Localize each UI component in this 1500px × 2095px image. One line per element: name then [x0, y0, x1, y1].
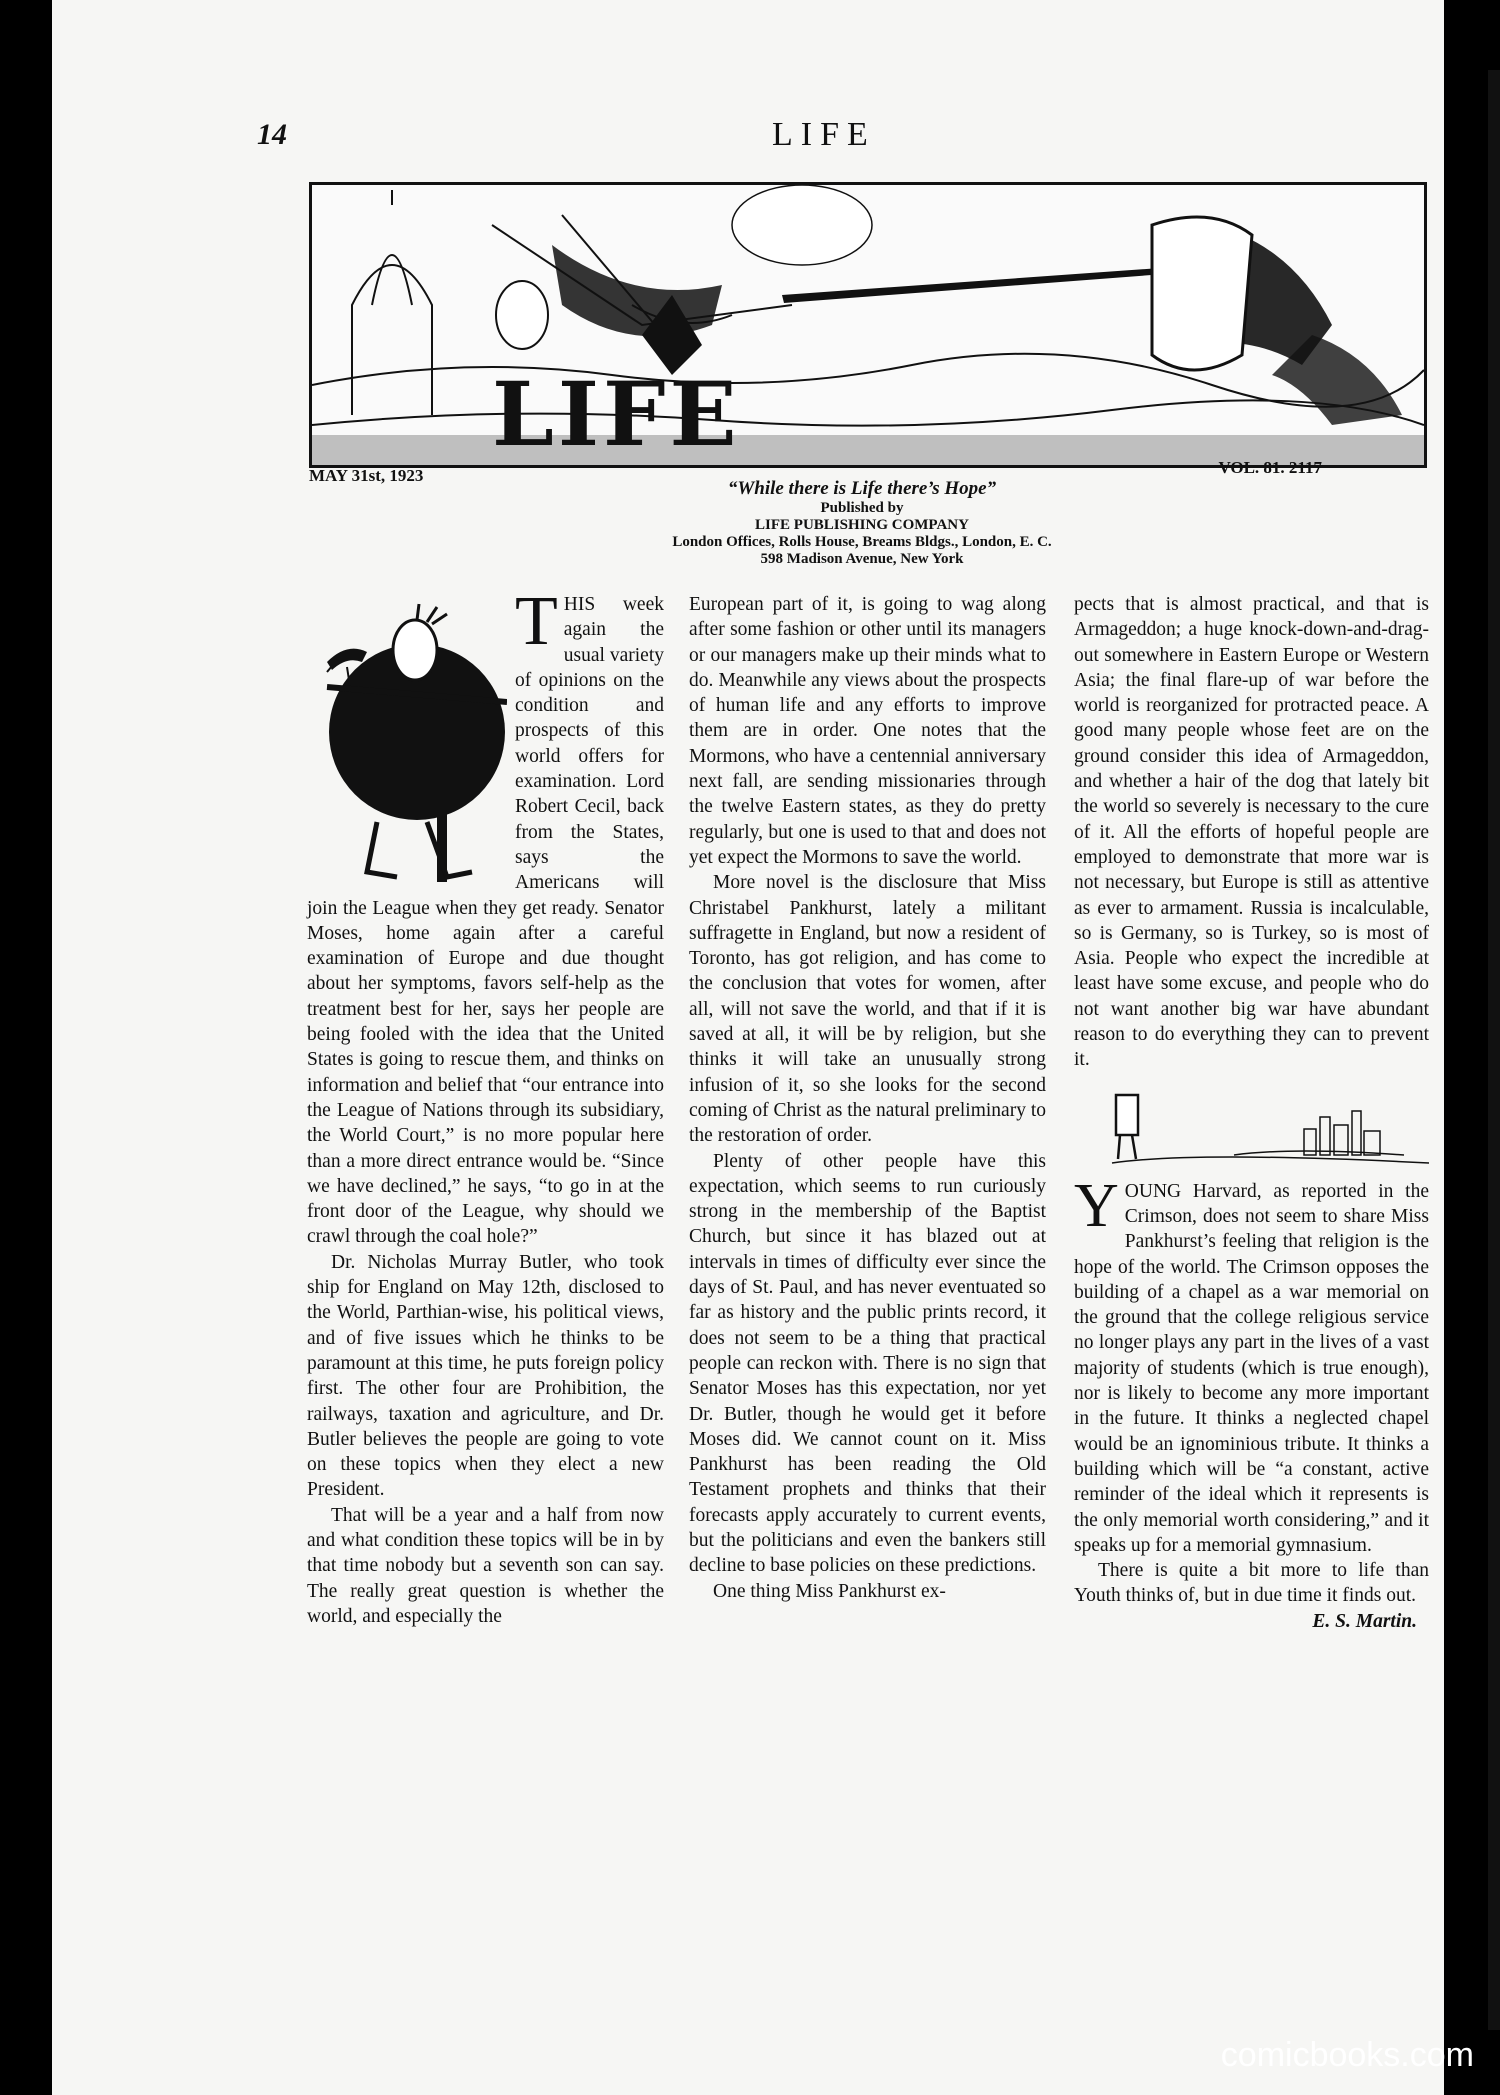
publisher-imprint: [582, 478, 1142, 568]
paragraph-european-part: European part of it, is going to wag along after some fashion or other until its managers or our managers make up their minds what to do. Meanwhile any views about the prospects of human life and any efforts to improve them are in order. One notes that the Mormons, who have a centennial anniversary next fall, are sending missionaries through the twelve Eastern states, as they do pretty regularly, but one is used to that and does not yet expect the Mormons to save the world.: [689, 594, 1046, 868]
page-edge-shadow: [1488, 70, 1500, 2030]
published-by: Published by: [820, 500, 904, 516]
paragraph-text: HIS week again the usual variety of opinions on the condition and prospects of this world offers for examination. Lord Robert Cecil, back from the States, says the Americans will join the League when they get ready. Senator Moses, home again after a careful examination of Europe and due thought about her symptoms, favors self-help as the treatment best for her, says her people are being fooled with the idea that the United States is going to rescue them, and thinks on information and belief that “our entrance into the League of Nations through its subsidiary, the World Court,” is no more popular here than a more direct entrance would be. “Since we have declined,” he says, “to go in at the front door of the League, why should we crawl through the coal hole?”: [307, 594, 664, 1248]
paragraph-expectation: Plenty of other people have this expectation, which seems to run curiously strong in the membership of the Baptist Church, but since it has blazed out at intervals in times of difficulty ever since the days of St. Paul, and has never eventuated so far as history and the public prints record, it does not seem to be a thing that practical people can reckon with. There is no sign that Senator Moses has this expectation, nor yet Dr. Butler, though he would get it before Moses did. We cannot count on it. Miss Pankhurst has been reading the Old Testament prophets and thinks that their forecasts apply accurately to current events, but the politicians and even the bankers still decline to base policies on these predictions.: [689, 1150, 1046, 1577]
city-vignette-drawing: [1074, 1081, 1429, 1173]
article-column-3: [1074, 592, 1429, 1634]
magazine-page: [52, 0, 1444, 2095]
article-column-2: [689, 592, 1046, 1604]
scarecrow-drawing: [307, 592, 507, 892]
motto: “While there is Life there’s Hope”: [727, 478, 997, 499]
paragraph-year-and-half: That will be a year and a half from now and what condition these topics will be in by that time nobody but a seventh son can say. The really great question is whether the world, and especially the: [307, 1504, 664, 1627]
masthead-drawing: [312, 185, 1424, 465]
city-vignette: [1074, 1081, 1429, 1173]
paragraph-pankhurst: More novel is the disclosure that Miss Christabel Pankhurst, lately a militant suffragette in England, but now a resident of Toronto, has got religion, and has come to the conclusion that votes for women, after all, will not save the world, and that if it is saved at all, it will be by religion, but she thinks it will take an unusually strong infusion of it, so she looks for the second coming of Christ as the natural preliminary to the restoration of order.: [689, 872, 1046, 1147]
running-title: LIFE: [772, 116, 876, 153]
paragraph-armageddon: pects that is almost practical, and that is Armageddon; a huge knock-down-and-drag-out somewhere in Eastern Europe or Western Asia; the final flare-up of war before the world is reorganized for protracted peace. A good many people whose feet are on the ground consider this idea of Armageddon, and whether a hair of the dog that lately bit the world so severely is necessary to the cure of it. All the efforts of hopeful people are employed to demonstrate that more war is not necessary, but Europe is still as attentive as ever to armament. Russia is incalculable, so is Germany, so is Turkey, so is most of Asia. People who expect the incredible at least have some excuse, and people who do not want another big war have abundant reason to do everything they can to prevent it.: [1074, 594, 1429, 1071]
paragraph-butler: Dr. Nicholas Murray Butler, who took ship for England on May 12th, disclosed to the World, Parthian-wise, his political views, and of five issues which he thinks to be paramount at this time, he puts foreign policy first. The other four are Prohibition, the railways, taxation and agriculture, and Dr. Butler believes the people are going to vote on these topics when they elect a new President.: [307, 1251, 664, 1501]
new-york-address: 598 Madison Avenue, New York: [760, 551, 964, 567]
paragraph-one-thing: One thing Miss Pankhurst ex-: [713, 1580, 946, 1602]
dropcap-t: T: [515, 583, 558, 660]
article-column-1: [307, 583, 664, 1629]
author-signature: E. S. Martin.: [1312, 1610, 1417, 1632]
paragraph-harvard: [1074, 1171, 1429, 1558]
dropcap-y: Y: [1074, 1171, 1119, 1240]
volume-number: VOL. 81. 2117: [1218, 458, 1322, 477]
masthead-illustration: [309, 182, 1427, 468]
issue-date: MAY 31st, 1923: [309, 466, 424, 485]
london-address: London Offices, Rolls House, Breams Bldgs., London, E. C.: [672, 534, 1052, 550]
paragraph-youth: There is quite a bit more to life than Youth thinks of, but in due time it finds out.: [1074, 1560, 1429, 1607]
company-name: LIFE PUBLISHING COMPANY: [755, 517, 969, 533]
scarecrow-illustration: [307, 592, 507, 892]
paragraph-text: OUNG Harvard, as reported in the Crimson, does not seem to share Miss Pankhurst’s feeling that religion is the hope of the world. The Crimson opposes the building of a chapel as a war memorial on the ground that the college religious service no longer plays any part in the lives of a vast majority of students (which is true enough), nor is likely to become any more important in the future. It thinks a neglected chapel would be an ignominious tribute. It thinks a building which will be “a constant, active reminder of the ideal which it represents is the only memorial worth considering,” and it speaks up for a memorial gymnasium.: [1074, 1180, 1429, 1556]
masthead-life-lettering: LIFE: [492, 362, 741, 466]
page-number: 14: [257, 118, 287, 151]
watermark: comicbooks.com: [1220, 2036, 1474, 2074]
